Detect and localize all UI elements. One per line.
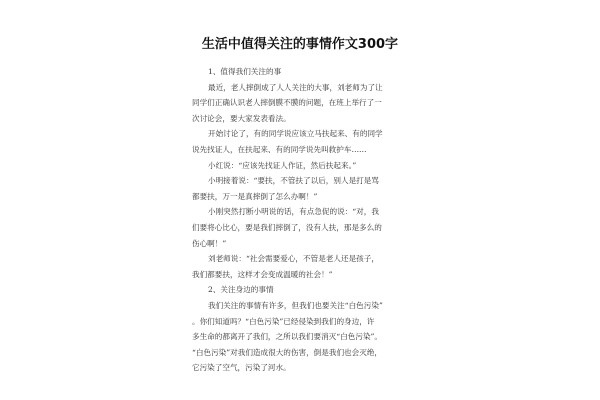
text-line: “白色污染”对我们造成很大的伤害，倒是我们也会灭绝， — [192, 347, 383, 357]
text-line: 多生命的都离开了我们，之所以我们要消灭“白色污染”。 — [192, 332, 383, 342]
text-line: 说先找证人，在扶起来、有的同学说先叫救护车…… — [192, 144, 367, 154]
text-line: 最近，老人摔倒成了人人关注的大事，刘老师为了让 — [208, 82, 383, 92]
text-line: 我们都要扶，这样才会变成温暖的社会！” — [192, 269, 333, 279]
section-heading: 1、值得我们关注的事 — [208, 67, 282, 76]
text-line: 次讨论会，要大家发表看法。 — [192, 113, 291, 123]
text-line: 们要将心比心，要是我们摔倒了，没有人扶，那是多么的 — [192, 222, 382, 232]
paragraph-3 — [192, 158, 412, 174]
text-line: 都要扶，万一是真摔倒了怎么办啊！” — [192, 191, 318, 201]
text-line: 小刚突然打断小明说的话，有点急促的说：“对，我 — [208, 207, 379, 217]
document-body — [192, 64, 412, 376]
text-line: 开始讨论了，有的同学说应该立马扶起来、有的同学 — [208, 129, 383, 139]
text-line: 同学们正确认识老人摔倒膜不膜的问题，在班上举行了一 — [192, 98, 382, 108]
section-heading: 2、关注身边的事情 — [208, 285, 274, 295]
text-line: 刘老师说：“社会需要爱心，不管是老人还是孩子， — [208, 254, 379, 264]
text-line: 我们关注的事情有许多，但我们也要关注“白色污染” — [208, 300, 383, 310]
text-line: 小明接着说：“要扶，不管扶了以后，别人是打是骂 — [208, 176, 379, 186]
text-line: 。你们知道吗？“白色污染”已经侵染到我们的身边，许 — [192, 316, 375, 326]
paragraph-1 — [192, 80, 412, 127]
document-title: 生活中值得关注的事情作文300字 — [201, 37, 399, 52]
paragraph-6 — [192, 251, 412, 282]
paragraph-7 — [192, 298, 412, 376]
paragraph-2 — [192, 126, 412, 157]
section-heading-1 — [192, 64, 412, 80]
paragraph-4 — [192, 173, 412, 204]
section-heading-2 — [192, 282, 412, 298]
text-line: 它污染了空气，污染了河水。 — [192, 363, 291, 373]
paragraph-5 — [192, 204, 412, 251]
text-line: 小红说：“应该先找证人作证，然后扶起来。” — [208, 160, 357, 170]
text-line: 伤心啊！” — [192, 238, 227, 248]
